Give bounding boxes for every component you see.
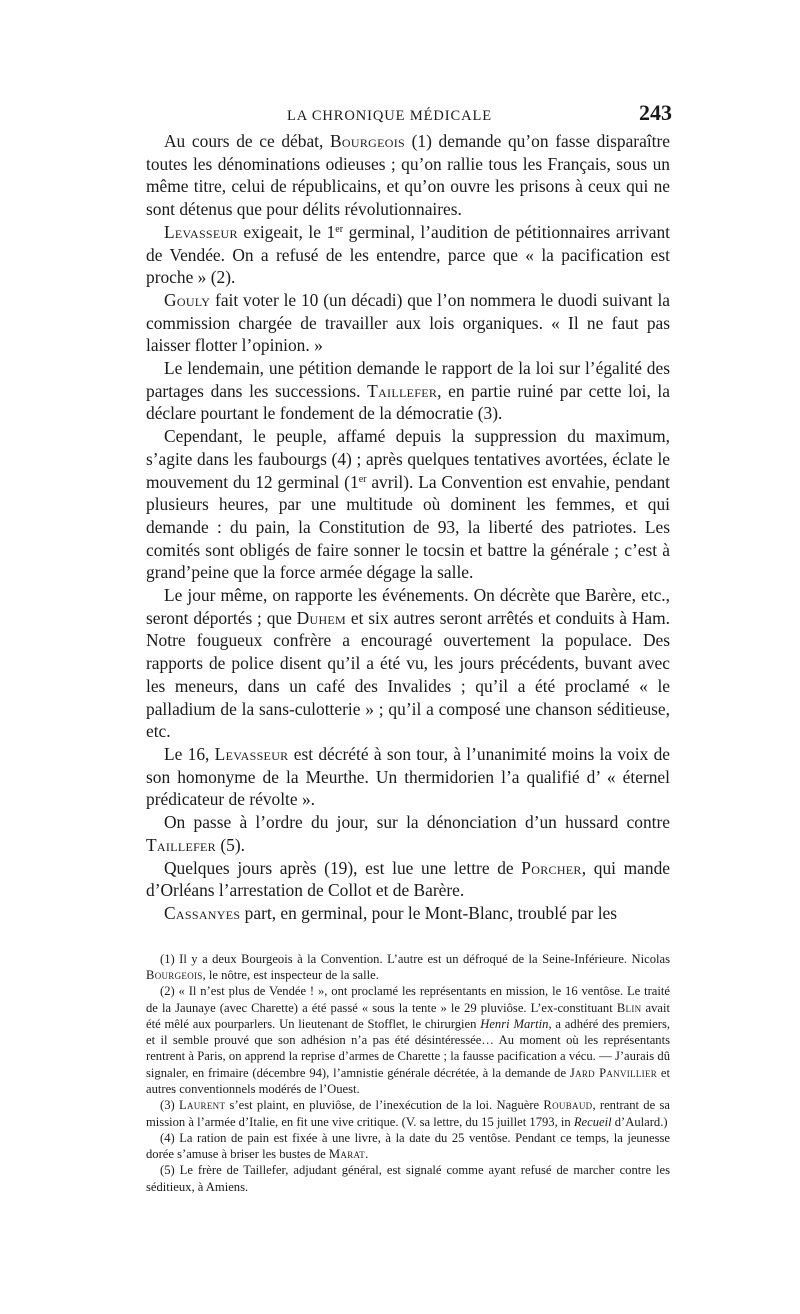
paragraph: Gouly fait voter le 10 (un décadi) que l’on nommera le duodi suivant la commission chargée de travailler aux lois organiques. « Il ne faut pas laisser flotter l’opinion. »: [146, 289, 670, 356]
paragraph: Le jour même, on rapporte les événements. On décrète que Barère, etc., seront déportés ; que Duhem et six autres seront arrêtés et conduits à Ham. Notre fougueux confrère a encouragé ouvertement la populace. Des rapports de police disent qu’il a été vu, les jours précédents, buvant avec les meneurs, dans un café des Invalides ; qu’il a été proclamé « le palladium de la sans-culotterie » ; qu’il a composé une chanson séditieuse, etc.: [146, 585, 670, 742]
footnotes: [146, 951, 670, 1195]
footnote-3: (3) Laurent s’est plaint, en pluviôse, de l’inexécution de la loi. Naguère Roubaud, rentrant de sa mission à l’armée d’Italie, en fit une vive critique. (V. sa lettre, du 15 juillet 1793, in Recueil d’Aulard.): [146, 1098, 670, 1129]
running-head: [146, 100, 670, 128]
paragraph: Cassanyes part, en germinal, pour le Mont-Blanc, troublé par les: [164, 902, 618, 923]
paragraph: On passe à l’ordre du jour, sur la dénonciation d’un hussard contre Taillefer (5).: [146, 812, 670, 855]
footnote-1: (1) Il y a deux Bourgeois à la Convention. L’autre est un défroqué de la Seine-Inférieure. Nicolas Bourgeois, le nôtre, est inspecteur de la salle.: [146, 951, 670, 982]
footnote-4: (4) La ration de pain est fixée à une livre, à la date du 25 ventôse. Pendant ce temps, la jeunesse dorée s’amuse à briser les bustes de Marat.: [146, 1130, 670, 1162]
main-text: [146, 130, 670, 925]
paragraph: Le 16, Levasseur est décrété à son tour, à l’unanimité moins la voix de son homonyme de la Meurthe. Un thermidorien l’a qualifié d’ « éternel prédicateur de révolte ».: [146, 743, 670, 810]
paragraph: Au cours de ce débat, Bourgeois (1) demande qu’on fasse disparaître toutes les dénominations odieuses ; qu’on rallie tous les Français, sous un même titre, celui de républicains, et qu’on ouvre les prisons à ceux qui ne sont détenus que pour délits révolutionnaires.: [146, 131, 670, 220]
page-number: 243: [639, 100, 672, 125]
paragraph: Le lendemain, une pétition demande le rapport de la loi sur l’égalité des partages dans les successions. Taillefer, en partie ruiné par cette loi, la déclare pourtant le fondement de la démocratie (3).: [146, 358, 670, 424]
page-header-title: LA CHRONIQUE MÉDICALE: [287, 108, 492, 124]
book-page: [146, 100, 670, 1195]
paragraph: Levasseur exigeait, le 1er germinal, l’audition de pétitionnaires arrivant de Vendée. On a refusé de les entendre, parce que « la pacification est proche » (2).: [146, 221, 670, 288]
paragraph: Cependant, le peuple, affamé depuis la suppression du maximum, s’agite dans les faubourgs (4) ; après quelques tentatives avortées, éclate le mouvement du 12 germinal (1er avril). La Convention est envahie, pendant plusieurs heures, par une multitude où dominent les femmes, et qui demande : du pain, la Constitution de 93, la liberté des patriotes. Les comités sont obligés de faire sonner le tocsin et battre la générale ; c’est à grand’peine que la force armée dégage la salle.: [146, 426, 670, 583]
footnote-2: (2) « Il n’est plus de Vendée ! », ont proclamé les représentants en mission, le 16 ventôse. Le traité de la Jaunaye (avec Charette) a été passé « sous la tente » le 29 pluviôse. L’ex-constituant Blin avait été mêlé aux pourparlers. Un lieutenant de Stofflet, le chirurgien Henri Martin, a adhéré des premiers, et il semble prouvé que son adhésion n’a pas été désintéressée… Au moment où les représentants rentrent à Paris, on apprend la reprise d’armes de Charette ; la fausse pacification a vécu. — J’aurais dû signaler, en frimaire (décembre 94), l’amnistie générale décrétée, à la demande de Jard Panvillier et autres conventionnels modérés de l’Ouest.: [146, 984, 670, 1096]
footnote-5: (5) Le frère de Taillefer, adjudant général, est signalé comme ayant refusé de marcher contre les séditieux, à Amiens.: [146, 1163, 670, 1194]
paragraph: Quelques jours après (19), est lue une lettre de Porcher, qui mande d’Orléans l’arrestation de Collot et de Barère.: [146, 857, 670, 901]
